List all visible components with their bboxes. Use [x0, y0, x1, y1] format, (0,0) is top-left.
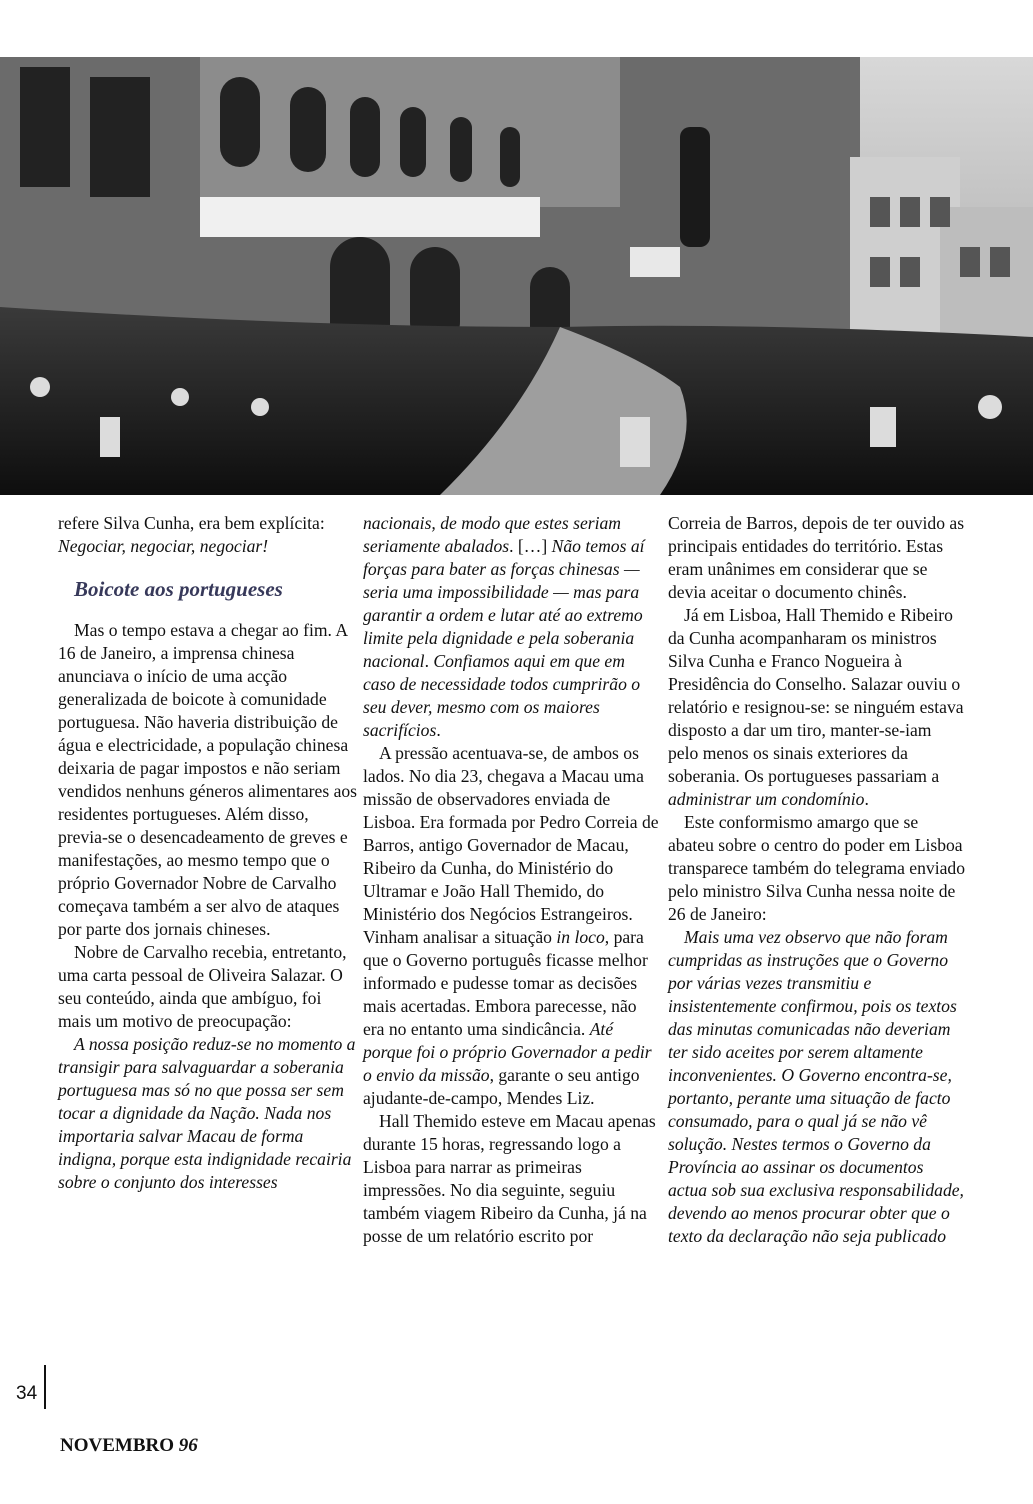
footer-year: 96 — [178, 1435, 198, 1456]
historical-street-photo — [0, 57, 1033, 495]
paragraph: refere Silva Cunha, era bem explícita: Negociar, negociar, negociar! — [58, 513, 325, 556]
page-number: 34 — [16, 1383, 38, 1404]
paragraph: Já em Lisboa, Hall Themido e Ribeiro da Cunha acompanharam os ministros Silva Cunha e Franco Nogueira à Presidência do Conselho. Salazar ouviu o relatório e resignou-se: se ninguém estava disposto a dar um tiro, manter-se-iam pelo menos os sinais exteriores da soberania. Os portugueses passariam a administrar um condomínio. — [668, 605, 964, 809]
quote-paragraph: A nossa posição reduz-se no momento a transigir para salvaguardar a soberania portuguesa mas só no que possa ser sem tocar a dignidade da Nação. Nada nos importaria salvar Macau de forma indigna, porque esta indignidade recairia sobre o conjunto dos interesses — [58, 1034, 356, 1192]
paragraph: Mas o tempo estava a chegar ao fim. A 16 de Janeiro, a imprensa chinesa anunciava o início de uma acção generalizada de boicote à comunidade portuguesa. Não haveria distribuição de água e electricidade, a população chinesa deixaria de pagar impostos e não seriam vendidos nenhuns géneros alimentares aos residentes portugueses. Além disso, previa-se o desencadeamento de greves e manifestações, ao mesmo tempo que o próprio Governador Nobre de Carvalho começava também a ser alvo de ataques por parte dos jornais chineses. — [58, 620, 358, 939]
section-heading: Boicote aos portugueses — [74, 577, 283, 601]
paragraph: Este conformismo amargo que se abateu sobre o centro do poder em Lisboa transparece também do telegrama enviado pelo ministro Silva Cunha nessa noite de 26 de Janeiro: — [668, 812, 965, 924]
paragraph: Hall Themido esteve em Macau apenas durante 15 horas, regressando logo a Lisboa para narrar as primeiras impressões. No dia seguinte, seguiu também viagem Ribeiro da Cunha, já na posse de um relatório escrito por — [363, 1111, 656, 1246]
footer-month: NOVEMBRO — [60, 1435, 174, 1456]
text-column-1 — [58, 512, 358, 1194]
quote-paragraph: Mais uma vez observo que não foram cumpridas as instruções que o Governo por várias vezes transmitiu e insistentemente confirmou, pois os textos das minutas comunicadas não deveriam ter sido aceites por serem altamente inconvenientes. O Governo encontra-se, portanto, perante uma situação de facto consumado, para o qual já se não vê solução. Nestes termos o Governo da Província ao assinar os documentos actua sob sua exclusiva responsabilidade, devendo ao menos procurar obter que o texto da declaração não seja publicado — [668, 927, 964, 1246]
quote-paragraph: nacionais, de modo que estes seriam seriamente abalados. […] Não temos aí forças para bater as forças chinesas — seria uma impossibilidade — mas para garantir a ordem e lutar até ao extremo limite pela dignidade e pela soberania nacional. Confiamos aqui em que em caso de necessidade todos cumprirão o seu dever, mesmo com os maiores sacrifícios. — [363, 513, 645, 740]
issue-footer — [60, 1435, 198, 1457]
text-column-2 — [363, 512, 661, 1248]
paragraph: A pressão acentuava-se, de ambos os lados. No dia 23, chegava a Macau uma missão de observadores enviada de Lisboa. Era formada por Pedro Correia de Barros, antigo Governador de Macau, Ribeiro da Cunha, do Ministério do Ultramar e João Hall Themido, do Ministério dos Negócios Estrangeiros. Vinham analisar a situação in loco, para que o Governo português ficasse melhor informado e pudesse tomar as decisões mais acertadas. Embora parecesse, não era no entanto uma sindicância. Até porque foi o próprio Governador a pedir o envio da missão, garante o seu antigo ajudante-de-campo, Mendes Liz. — [363, 743, 659, 1108]
page-number-rule — [44, 1365, 46, 1409]
text-column-3 — [668, 512, 966, 1248]
paragraph: Correia de Barros, depois de ter ouvido as principais entidades do território. Estas eram unânimes em considerar que se devia aceitar o documento chinês. — [668, 513, 965, 602]
paragraph: Nobre de Carvalho recebia, entretanto, uma carta pessoal de Oliveira Salazar. O seu conteúdo, ainda que ambíguo, foi mais um motivo de preocupação: — [58, 942, 347, 1031]
